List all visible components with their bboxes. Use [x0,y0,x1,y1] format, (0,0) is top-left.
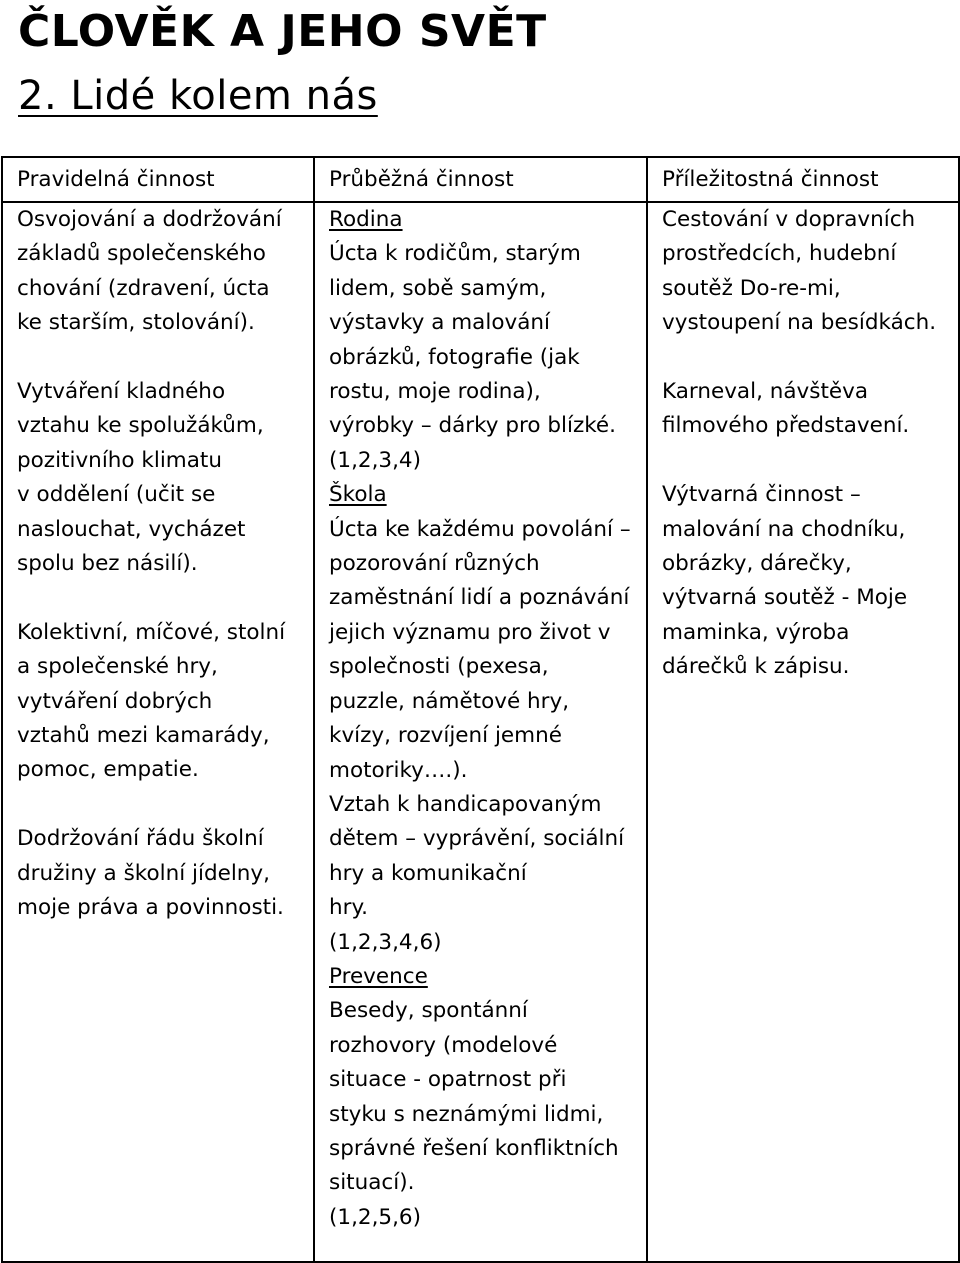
section-subtitle: 2. Lidé kolem nás [18,73,378,119]
text-line: dárečků k zápisu. [662,654,850,680]
text-line: vztahu ke spolužákům, [17,413,264,439]
text-line: vztahů mezi kamarády, [17,723,270,749]
activity-table [1,156,960,1263]
ongoing-activities-cell [314,202,647,1262]
text-line: naslouchat, vycházet [17,516,246,542]
text-line: maminka, výroba [662,619,850,645]
text-line: výstavky a malování [329,310,550,336]
text-line: Vztah k handicapovaným [329,791,602,817]
paragraph-gap [17,581,307,615]
text-line: dětem – vyprávění, sociální [329,826,625,852]
text-line: filmového představení. [662,413,910,439]
occasional-activities-cell [647,202,959,1262]
text-line: kvízy, rozvíjení jemné [329,723,562,749]
text-line: hry. [329,895,368,921]
text-line: rozhovory (modelové [329,1032,558,1058]
text-line: družiny a školní jídelny, [17,860,270,886]
text-line: Kolektivní, míčové, stolní [17,619,286,645]
heading-rodina: Rodina [329,207,403,232]
text-line: prostředcích, hudební [662,241,897,267]
text-line: moje práva a povinnosti. [17,895,284,921]
text-line: chování (zdravení, úcta [17,275,270,301]
column-header-ongoing: Průběžná činnost [314,157,647,202]
text-line: puzzle, námětové hry, [329,688,570,714]
text-line: základů společenského [17,241,266,267]
heading-skola: Škola [329,482,387,508]
text-line: styku s neznámými lidmi, [329,1101,604,1127]
paragraph-gap [662,341,952,375]
text-line: situace - opatrnost při [329,1067,567,1093]
text-line: (1,2,3,4,6) [329,929,442,955]
paragraph-gap [17,341,307,375]
skola-lines [329,513,640,960]
text-line: v oddělení (učit se [17,482,216,508]
text-line: vystoupení na besídkách. [662,310,937,336]
text-line: výrobky – dárky pro blízké. [329,413,616,439]
page-title: ČLOVĚK A JEHO SVĚT [18,6,547,57]
text-line: situací). [329,1170,415,1196]
text-line: ke starším, stolování). [17,310,255,336]
text-line: obrázků, fotografie (jak [329,344,580,370]
text-line: Cestování v dopravních [662,207,916,232]
text-line: Výtvarná činnost – [662,482,861,508]
text-line: soutěž Do-re-mi, [662,275,841,301]
text-line: Dodržování řádu školní [17,826,264,852]
text-line: pomoc, empatie. [17,757,199,783]
text-line: malování na chodníku, [662,516,906,542]
text-line: Úcta ke každému povolání – [329,516,631,542]
rodina-lines [329,237,640,478]
text-line: jejich významu pro život v [329,619,611,645]
text-line: společnosti (pexesa, [329,654,549,680]
text-line: motoriky….). [329,757,468,783]
paragraph-gap [662,444,952,478]
text-line: zaměstnání lidí a poznávání [329,585,630,611]
text-line: vytváření dobrých [17,688,213,714]
text-line: (1,2,5,6) [329,1204,421,1230]
text-line: lidem, sobě samým, [329,275,547,301]
text-line: Úcta k rodičům, starým [329,241,581,267]
text-line: správné řešení konfliktních [329,1135,619,1161]
text-line: pozitivního klimatu [17,447,222,473]
text-line: Karneval, návštěva [662,379,869,405]
text-line: Besedy, spontánní [329,998,528,1024]
text-line: Osvojování a dodržování [17,207,282,232]
column-header-occasional: Příležitostná činnost [647,157,959,202]
text-line: výtvarná soutěž - Moje [662,585,908,611]
text-line: Vytváření kladného [17,379,226,405]
text-line: a společenské hry, [17,654,218,680]
text-line: hry a komunikační [329,860,527,886]
column-header-regular: Pravidelná činnost [2,157,314,202]
regular-activities-cell [2,202,314,1262]
text-line: (1,2,3,4) [329,447,421,473]
text-line: rostu, moje rodina), [329,379,541,405]
text-line: pozorování různých [329,551,540,577]
table-body-row [2,202,959,1262]
text-line: obrázky, dárečky, [662,551,852,577]
heading-prevence: Prevence [329,963,428,989]
text-line: spolu bez násilí). [17,551,198,577]
prevence-lines [329,994,640,1235]
paragraph-gap [17,788,307,822]
table-header-row [2,157,959,202]
